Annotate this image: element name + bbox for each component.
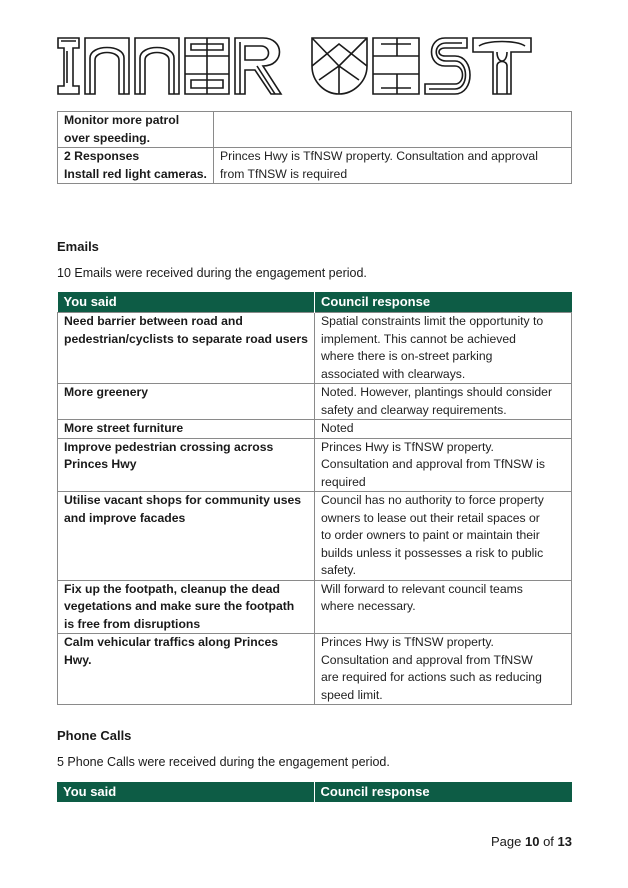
cell-line: safety. bbox=[321, 563, 356, 577]
said-cell bbox=[58, 580, 315, 634]
cell-line: Consultation and approval from TfNSW bbox=[321, 652, 533, 667]
logo-letter-n bbox=[85, 38, 129, 94]
logo-letter-i bbox=[58, 38, 79, 94]
table-header-row bbox=[58, 292, 572, 313]
said-cell bbox=[58, 384, 315, 420]
cell-line: Noted. However, plantings should consider bbox=[321, 385, 553, 399]
logo-letter-n-2 bbox=[135, 38, 179, 94]
cell-line: Improve pedestrian crossing across bbox=[64, 439, 274, 454]
phone-calls-heading: Phone Calls bbox=[57, 728, 132, 743]
phone-calls-intro: 5 Phone Calls were received during the engagement period. bbox=[57, 755, 390, 769]
cell-line: Fix up the footpath, cleanup the dead bbox=[64, 581, 280, 596]
cell-line: required bbox=[321, 474, 366, 489]
emails-intro: 10 Emails were received during the engagement period. bbox=[57, 266, 367, 280]
current-page: 10 bbox=[524, 834, 540, 849]
cell-line: Utilise vacant shops for community uses bbox=[64, 493, 302, 507]
said-cell bbox=[58, 112, 214, 148]
response-cell bbox=[214, 148, 572, 184]
table-row bbox=[58, 112, 572, 148]
cell-line: are required for actions such as reducing bbox=[321, 670, 542, 684]
cell-line: Install red light cameras. bbox=[64, 166, 207, 181]
cell-line: Monitor more patrol bbox=[64, 113, 180, 127]
said-cell bbox=[58, 313, 315, 384]
cell-line: builds unless it possesses a risk to public bbox=[321, 545, 544, 560]
logo-letter-s bbox=[425, 38, 470, 94]
said-cell bbox=[58, 420, 315, 439]
cell-line: implement. This cannot be achieved bbox=[321, 331, 516, 346]
response-cell bbox=[315, 384, 572, 420]
table-row bbox=[58, 580, 572, 634]
cell-line: Princes Hwy is TfNSW property. bbox=[321, 635, 494, 649]
cell-line: Calm vehicular traffics along Princes Hwy. bbox=[64, 635, 279, 667]
col-you-said: You said bbox=[57, 782, 314, 802]
cell-line: Princes Hwy is TfNSW property. bbox=[321, 439, 494, 454]
cell-line: More greenery bbox=[64, 385, 148, 399]
cell-line: Consultation and approval from TfNSW is bbox=[321, 457, 545, 471]
response-cell bbox=[214, 112, 572, 148]
cell-line: where there is on-street parking bbox=[321, 349, 493, 363]
logo-letter-t bbox=[473, 38, 531, 94]
phone-calls-table bbox=[57, 782, 572, 802]
col-council-response: Council response bbox=[315, 292, 572, 313]
table-row bbox=[58, 438, 572, 492]
cell-line: over speeding. bbox=[64, 130, 151, 145]
continued-feedback-table bbox=[57, 111, 572, 184]
inner-west-logo bbox=[57, 36, 533, 96]
col-council-response: Council response bbox=[314, 782, 572, 802]
response-cell bbox=[315, 634, 572, 705]
said-cell bbox=[58, 492, 315, 581]
cell-line: Princes Hwy is TfNSW property. Consultation and approval bbox=[220, 149, 538, 163]
response-cell bbox=[315, 438, 572, 492]
cell-line: from TfNSW is required bbox=[220, 166, 348, 181]
cell-line: Princes Hwy bbox=[64, 457, 137, 471]
cell-line: associated with clearways. bbox=[321, 366, 466, 381]
cell-line: vegetations and make sure the footpath bbox=[64, 599, 295, 613]
table-row bbox=[58, 634, 572, 705]
response-cell bbox=[315, 313, 572, 384]
cell-line: pedestrian/cyclists to separate road users bbox=[64, 331, 308, 346]
response-cell bbox=[315, 580, 572, 634]
table-row bbox=[58, 313, 572, 384]
emails-heading: Emails bbox=[57, 239, 99, 254]
logo-letter-r bbox=[235, 38, 281, 94]
page-number bbox=[491, 834, 572, 849]
cell-line: Noted bbox=[321, 421, 354, 435]
cell-line: Spatial constraints limit the opportunity to bbox=[321, 314, 544, 328]
table-header-row bbox=[57, 782, 572, 802]
table-row bbox=[58, 492, 572, 581]
logo-letter-e bbox=[185, 38, 229, 94]
cell-line: Will forward to relevant council teams bbox=[321, 581, 523, 596]
cell-line: speed limit. bbox=[321, 687, 383, 702]
page-of-label: of bbox=[539, 834, 558, 849]
cell-line: and improve facades bbox=[64, 510, 186, 525]
cell-line: owners to lease out their retail spaces or bbox=[321, 510, 540, 525]
said-cell bbox=[58, 438, 315, 492]
cell-line: is free from disruptions bbox=[64, 616, 201, 631]
cell-line: 2 Responses bbox=[64, 149, 140, 163]
cell-line: where necessary. bbox=[321, 599, 416, 613]
total-pages: 13 bbox=[557, 834, 572, 849]
cell-line: safety and clearway requirements. bbox=[321, 402, 507, 417]
cell-line: Council has no authority to force property bbox=[321, 493, 544, 507]
response-cell bbox=[315, 492, 572, 581]
response-cell bbox=[315, 420, 572, 439]
page-label: Page bbox=[491, 834, 525, 849]
cell-line: to order owners to paint or maintain their bbox=[321, 528, 540, 542]
table-row bbox=[58, 420, 572, 439]
table-row bbox=[58, 148, 572, 184]
col-you-said: You said bbox=[58, 292, 315, 313]
logo-letter-w bbox=[312, 38, 367, 94]
cell-line: More street furniture bbox=[64, 421, 184, 435]
said-cell bbox=[58, 634, 315, 705]
said-cell bbox=[58, 148, 214, 184]
emails-table bbox=[57, 292, 572, 705]
logo-letter-e-2 bbox=[373, 38, 419, 94]
table-row bbox=[58, 384, 572, 420]
cell-line: Need barrier between road and bbox=[64, 314, 243, 328]
